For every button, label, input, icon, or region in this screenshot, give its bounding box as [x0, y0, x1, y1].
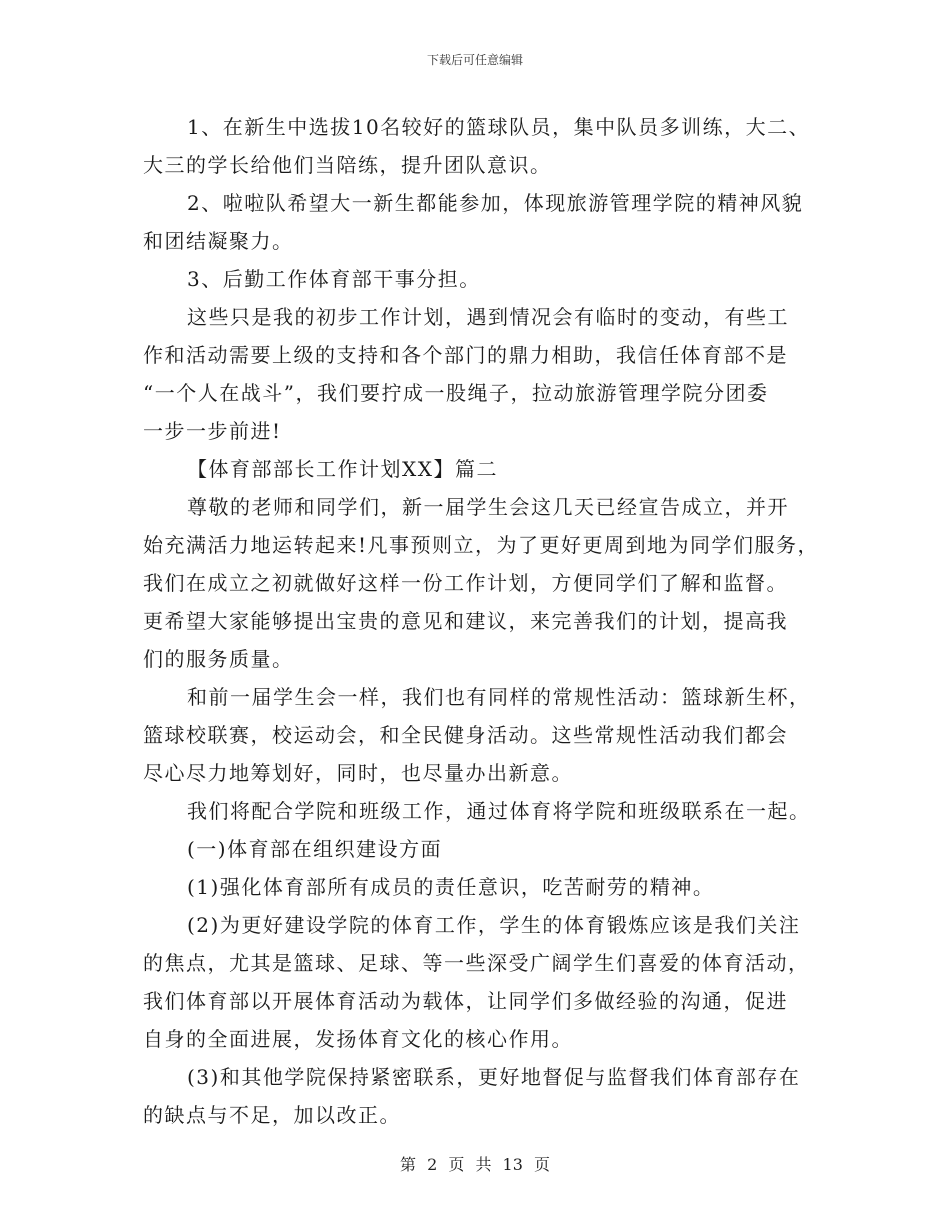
- text-line: 3、后勤工作体育部干事分担。: [187, 267, 481, 291]
- text-line: (3)和其他学院保持紧密联系，更好地督促与监督我们体育部存在: [187, 1065, 801, 1089]
- text-line: “一个人在战斗”，我们要拧成一股绳子，拉动旅游管理学院分团委: [143, 381, 769, 405]
- page-header: 下载后可任意编辑: [426, 53, 523, 67]
- text-line: 尽心尽力地筹划好，同时，也尽量办出新意。: [143, 761, 573, 785]
- text-line: 我们在成立之初就做好这样一份工作计划，方便同学们了解和监督。: [143, 571, 788, 595]
- page-number-footer: 第 2 页 共 13 页: [400, 1155, 550, 1174]
- document-body: [143, 108, 823, 1134]
- text-line: 一步一步前进!: [143, 419, 282, 443]
- text-line: 1、在新生中选拔10名较好的篮球队员，集中队员多训练，大二、: [187, 115, 811, 139]
- text-line: 的焦点，尤其是篮球、足球、等一些深受广阔学生们喜爱的体育活动，: [143, 951, 810, 975]
- text-line: 大三的学长给他们当陪练，提升团队意识。: [143, 153, 552, 177]
- text-line: 这些只是我的初步工作计划，遇到情况会有临时的变动，有些工: [187, 305, 789, 329]
- text-line: 们的服务质量。: [143, 647, 294, 671]
- text-line: 自身的全面进展，发扬体育文化的核心作用。: [143, 1027, 573, 1051]
- text-line: 的缺点与不足，加以改正。: [143, 1103, 401, 1127]
- text-line: 尊敬的老师和同学们，新一届学生会这几天已经宣告成立，并开: [187, 495, 789, 519]
- text-line: 【体育部部长工作计划XX】篇二: [187, 457, 498, 481]
- text-line: 和团结凝聚力。: [143, 229, 294, 253]
- text-line: 篮球校联赛，校运动会，和全民健身活动。这些常规性活动我们都会: [143, 723, 788, 747]
- text-line: (一)体育部在组织建设方面: [187, 837, 443, 861]
- text-line: 作和活动需要上级的支持和各个部门的鼎力相助，我信任体育部不是: [143, 343, 788, 367]
- text-line: 和前一届学生会一样，我们也有同样的常规性活动：篮球新生杯，: [187, 685, 811, 709]
- text-line: 2、啦啦队希望大一新生都能参加，体现旅游管理学院的精神风貌: [187, 191, 804, 215]
- text-line: 始充满活力地运转起来!凡事预则立，为了更好更周到地为同学们服务，: [143, 533, 820, 557]
- text-line: 我们体育部以开展体育活动为载体，让同学们多做经验的沟通，促进: [143, 989, 788, 1013]
- text-line: (2)为更好建设学院的体育工作，学生的体育锻炼应该是我们关注: [187, 913, 801, 937]
- text-line: (1)强化体育部所有成员的责任意识，吃苦耐劳的精神。: [187, 875, 715, 899]
- text-line: 我们将配合学院和班级工作，通过体育将学院和班级联系在一起。: [187, 799, 811, 823]
- text-line: 更希望大家能够提出宝贵的意见和建议，来完善我们的计划，提高我: [143, 609, 788, 633]
